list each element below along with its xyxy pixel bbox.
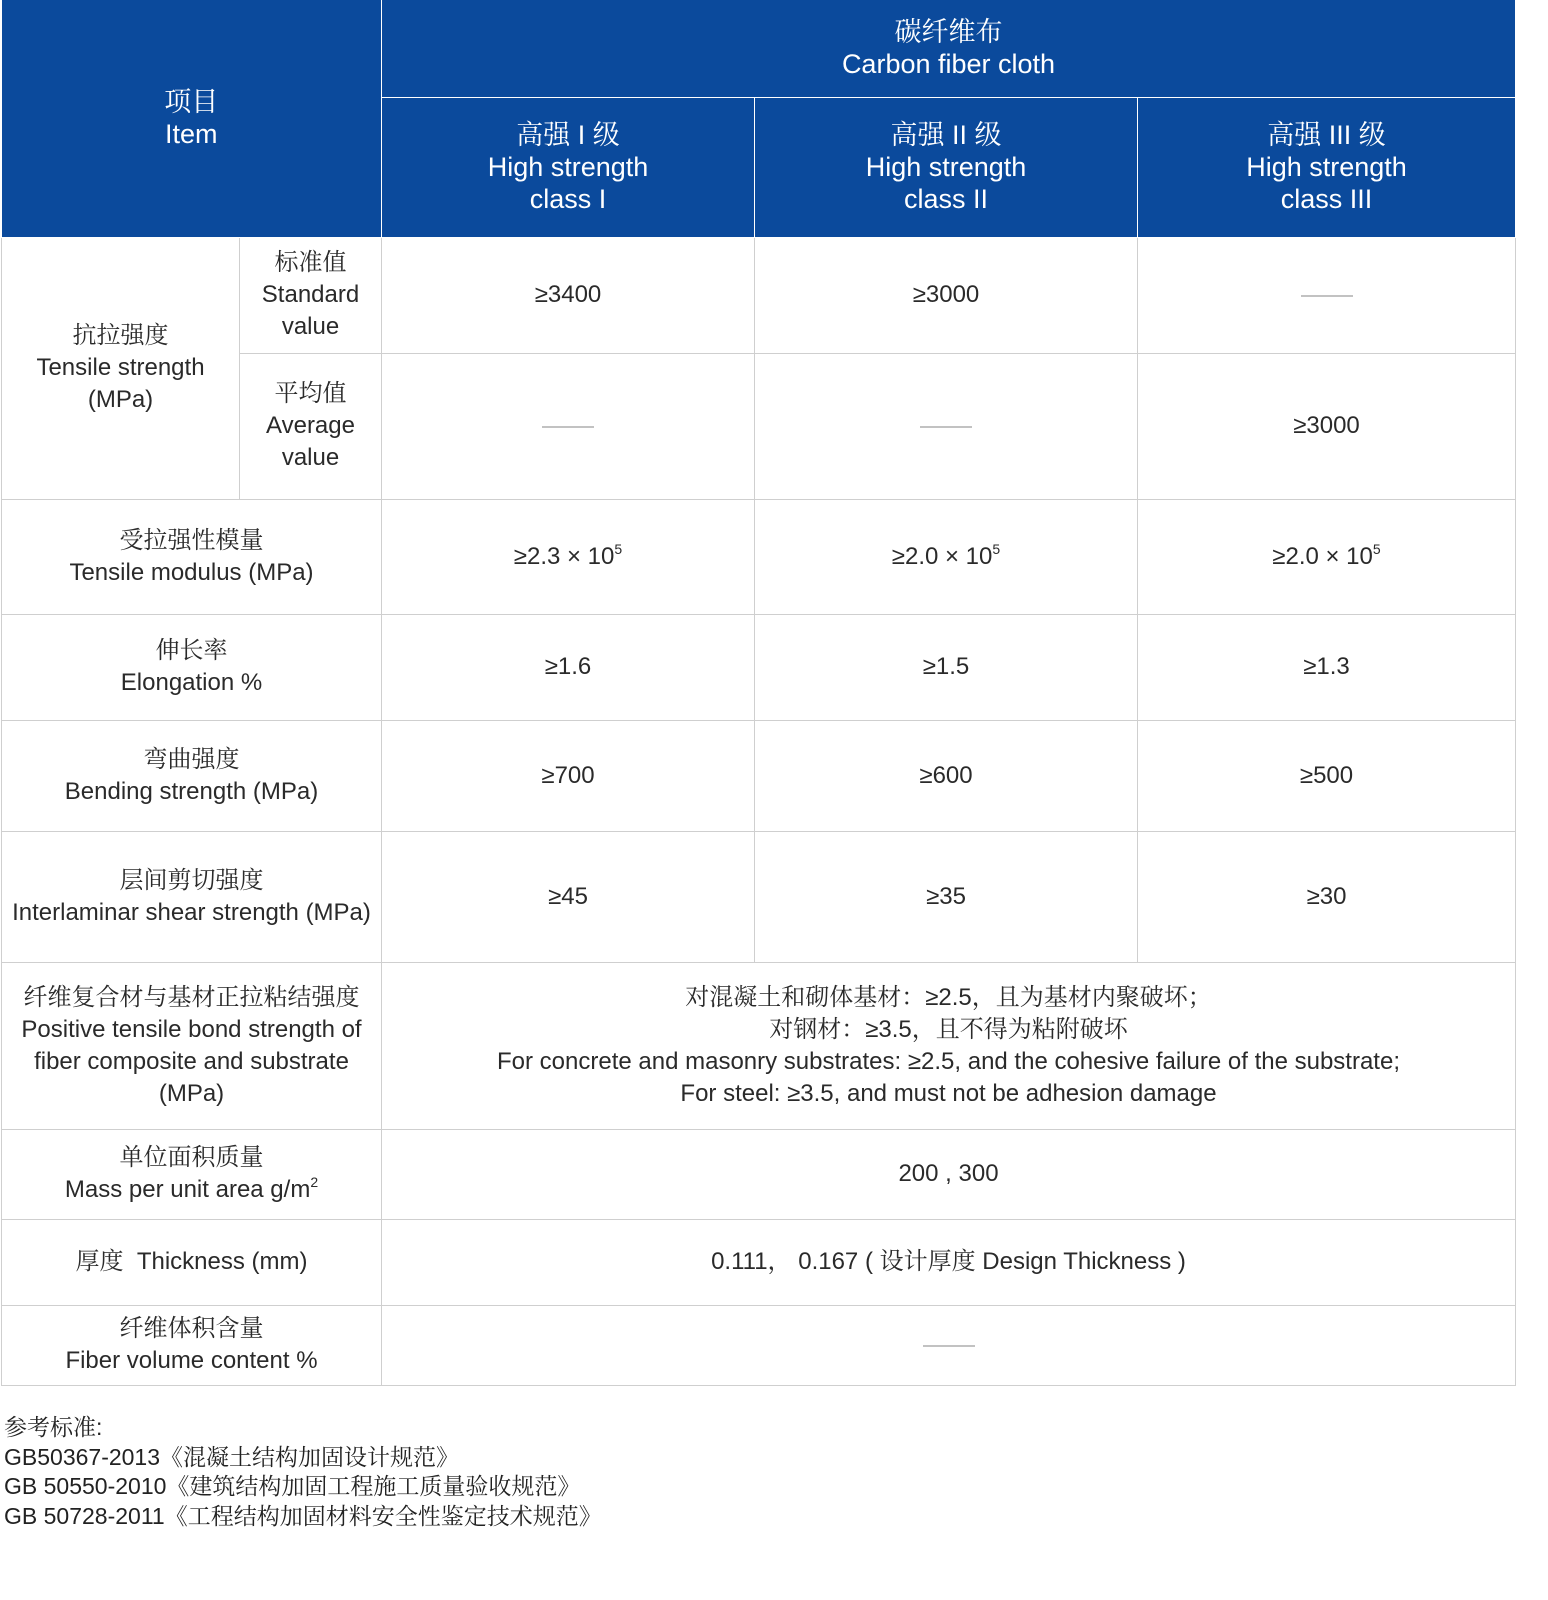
mass-per-area-value: 200 , 300 [382,1129,1516,1219]
bending-class-2: ≥600 [755,720,1138,831]
tensile-average-class-1 [382,353,755,499]
reference-standards [4,1413,602,1531]
tensile-modulus-class-3: $\ge 2.0 \times 10^5$ [1138,499,1516,614]
header-class-2: 高强 II 级 High strength class II [755,97,1138,237]
bending-class-1: ≥700 [382,720,755,831]
dash-placeholder [1301,295,1353,297]
thickness-value: 0.111， 0.167 ( 设计厚度 Design Thickness ) [382,1219,1516,1305]
dash-placeholder [923,1345,975,1347]
bond-strength-value: 对混凝土和砌体基材：≥2.5，且为基材内聚破坏； 对钢材：≥3.5，且不得为粘附破坏 For concrete and masonry substrates: ≥2.5, and the cohesive failure of the substrate; For steel: ≥3.5, and must not be adhesion damage [382,962,1516,1129]
header-class-3: 高强 III 级 High strength class III [1138,97,1516,237]
table-row-elongation [2,614,1516,720]
tensile-modulus-class-2: $\ge 2.0 \times 10^5$ [755,499,1138,614]
bending-strength-label: 弯曲强度 Bending strength (MPa) [2,720,382,831]
mass-per-area-label: 单位面积质量 Mass per unit area $g/m^2$ [2,1129,382,1219]
reference-item: GB50367-2013《混凝土结构加固设计规范》 [4,1443,460,1470]
shear-class-1: ≥45 [382,831,755,962]
tensile-standard-class-1: ≥3400 [382,237,755,353]
dash-placeholder [920,426,972,428]
spec-table [1,0,1516,1386]
shear-class-2: ≥35 [755,831,1138,962]
standard-value-label: 标准值 Standard value [240,237,382,353]
header-carbon-fiber-cloth: 碳纤维布 Carbon fiber cloth [382,0,1516,97]
tensile-standard-class-2: ≥3000 [755,237,1138,353]
table-row-tensile-modulus [2,499,1516,614]
tensile-modulus-class-1: $\ge 2.3 \times 10^5$ [382,499,755,614]
table-row-thickness [2,1219,1516,1305]
fiber-volume-label: 纤维体积含量 Fiber volume content % [2,1305,382,1385]
header-item: 项目 Item [2,0,382,237]
thickness-label: 厚度 Thickness (mm) [2,1219,382,1305]
table-row-shear [2,831,1516,962]
tensile-modulus-label: 受拉强性模量 Tensile modulus (MPa) [2,499,382,614]
tensile-strength-label: 抗拉强度 Tensile strength (MPa) [2,237,240,499]
dash-placeholder [542,426,594,428]
reference-item: GB 50728-2011《工程结构加固材料安全性鉴定技术规范》 [4,1502,602,1529]
bending-class-3: ≥500 [1138,720,1516,831]
table-row-bending [2,720,1516,831]
tensile-standard-class-3 [1138,237,1516,353]
elongation-label: 伸长率 Elongation % [2,614,382,720]
elongation-class-3: ≥1.3 [1138,614,1516,720]
table-row-fiber-volume [2,1305,1516,1385]
table-row-bond [2,962,1516,1129]
header-class-1: 高强 I 级 High strength class I [382,97,755,237]
elongation-class-1: ≥1.6 [382,614,755,720]
tensile-average-class-2 [755,353,1138,499]
shear-class-3: ≥30 [1138,831,1516,962]
reference-item: GB 50550-2010《建筑结构加固工程施工质量验收规范》 [4,1473,581,1499]
table-row-tensile-standard [2,237,1516,353]
tensile-average-class-3: ≥3000 [1138,353,1516,499]
average-value-label: 平均值 Average value [240,353,382,499]
elongation-class-2: ≥1.5 [755,614,1138,720]
bond-strength-label: 纤维复合材与基材正拉粘结强度 Positive tensile bond strength of fiber composite and substrate (MPa) [2,962,382,1129]
reference-title: 参考标准: [4,1414,103,1440]
fiber-volume-value [382,1305,1516,1385]
table-row-mass [2,1129,1516,1219]
shear-strength-label: 层间剪切强度 Interlaminar shear strength (MPa) [2,831,382,962]
